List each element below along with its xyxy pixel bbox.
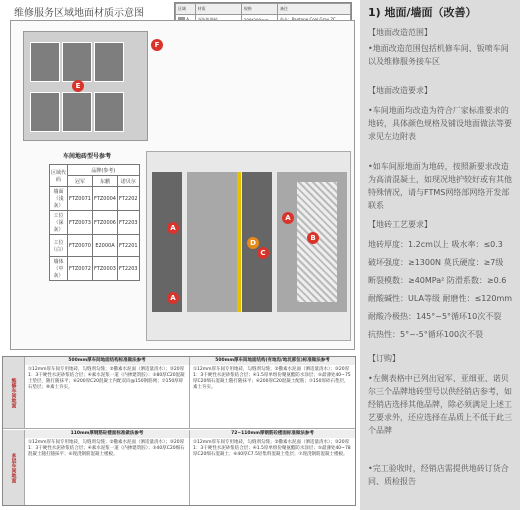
spec-column [190,357,355,428]
parking-stall [30,42,60,82]
aisle [187,172,237,312]
zone-marker-a: A [167,292,179,304]
zone-marker-a: A [282,212,294,224]
ref-cell: FTZ0003 [93,257,118,281]
spec-column-text: ①12mm厚车间专用地砖，勾缝剂勾缝；②撒素水泥面（洒适量清水）；③20厚1：3干硬性水泥砂浆结合层；④1.5厚单组份聚氨酯防水涂层；⑤最薄处40~78厚C20细石混凝土；⑥40厚C7.5轻集料混凝土垫层；⑦现浇钢筋混凝土楼板。 [193,440,351,457]
legend-header-zone: 区域 [176,4,196,15]
section-title: 1) 地面/墙面（改善） [368,6,477,19]
ref-table-title: 车间地砖型号参考 [63,153,112,160]
zone-marker-e: E [72,80,84,92]
ref-header-cell: 东鹏 [93,176,118,187]
ref-cell: FT2203 [118,211,140,235]
tile-ref-table [49,164,140,281]
requirement-item: •左侧表格中已列出冠军、亚细亚、诺贝尔三个品牌地砖型号以供经销店参考，如经销店选择其他品牌，除必须满足上述工艺要求外，还应选择在品质上不低于此三个品牌 [368,374,512,435]
ref-header [50,165,140,176]
ref-cell: E2000A [93,235,118,257]
zone-marker-a: A [167,222,179,234]
ref-cell: FT2202 [118,187,140,211]
yellow-strip [237,172,241,312]
requirement-item: 抗热性：5°~-5°循环100次不裂 [368,330,484,339]
table-row [50,235,140,257]
workshop-zone [146,151,351,341]
ref-cell: 墙面（浅灰） [50,187,68,211]
ref-header-cell: 诺贝尔 [118,176,140,187]
legend-header-note: 备注 [277,4,350,15]
requirement-item: •完工验收时，经销店需提供地砖订货合同、质检报告 [368,464,509,486]
parking-stall [94,92,124,132]
spec-column-title: 72~110mm厚钢筋砼楼面标准做法参考 [190,430,355,438]
requirement-item: •车间地面均改造为符合厂家标准要求的地砖，具体颜色规格及铺设地面做法等要求见左边附表 [368,106,512,141]
requirement-item: 【地面改造范围】 [368,28,432,37]
spec-row-label: 维修车间地面 [3,357,25,428]
requirement-item: 耐酸碱性：ULA等级 耐磨性：≤120mm [368,294,513,303]
zone-marker-f: F [151,39,163,51]
zone-marker-b: B [307,232,319,244]
spec-column-text: ①12mm厚车间专用地砖，勾缝剂勾缝；②撒素水泥面（洒适量清水）；③20厚1：3干硬性水泥砂浆结合层；④素水泥浆一道（内掺建筑胶）；⑤40厚C20细石混凝土随打随抹平；⑥现浇钢筋混凝土楼板。 [28,440,185,457]
spec-column-text: ①12mm厚车间专用地砖，勾缝剂勾缝；②撒素水泥面（洒适量清水）；③20厚1：3干硬性水泥砂浆结合层；④1.5厚单组份聚氨酯防水涂层；⑤最薄处40~75厚C20细石混凝土随打随抹平；⑥200厚C20混凝土配筋；⑦150厚碎石垫层，素土夯实。 [193,367,351,390]
floor-spec-table [2,356,356,506]
ref-cell: FTZ0070 [68,235,93,257]
ref-cell: FT2201 [118,235,140,257]
legend-header-spec: 规格 [241,4,277,15]
ref-cell: FTZ0071 [68,187,93,211]
parking-stall [30,92,60,132]
ref-header-cell: 区域代码 [50,165,68,187]
ref-cell: FTZ0073 [68,211,93,235]
table-row [50,211,140,235]
requirement-item: •地面改造范围包括机修车间、钣喷车间以及维修服务接车区 [368,44,509,66]
ref-cell: 工位（白） [50,235,68,257]
ref-cell: 工位（深灰） [50,211,68,235]
ref-cell: 墙体（中灰） [50,257,68,281]
ref-header-cell: 冠军 [68,176,93,187]
spec-column [25,430,190,505]
parking-stall [94,42,124,82]
requirement-item: 耐酸冷极热：145°~5°循环10次不裂 [368,312,502,321]
ref-header-cell: 品牌(参考) [68,165,140,176]
legend-header-material: 材质 [195,4,241,15]
parking-stall [62,42,92,82]
floor-plan-drawing [10,20,355,350]
requirement-item: 【地砖工艺要求】 [368,220,432,229]
ref-cell: FTZ0072 [68,257,93,281]
spec-column-title: 110mm厚钢筋砼楼面标准做法参考 [25,430,189,438]
zone-marker-d: D [247,237,259,249]
ref-cell: FTZ0006 [93,211,118,235]
spec-column-title: 500mm厚车间地面结构标准做法参考 [25,357,189,365]
requirement-item: •如车间原地面为地砖，按照新要求改造为高清混凝土，如现况地护较好或有其他特殊情况，请与FTMS网络部网络开发部联系 [368,162,512,210]
spec-column [25,357,190,428]
requirements-panel [360,0,520,510]
work-bay [152,172,182,312]
ref-cell: FT2203 [118,257,140,281]
spec-column [190,430,355,505]
legend-header [176,4,351,15]
requirement-item: 破坏强度：≥1300N 莫氏硬度：≥7级 [368,258,504,267]
parking-zone [23,31,148,141]
spec-column-text: ①12mm厚车间专用地砖，勾缝剂勾缝；②撒素水泥面（洒适量清水）；③20厚1：3干硬性水泥砂浆结合层；④素水泥浆一道（内掺建筑胶）；⑤80厚C20混凝土垫层，随打随抹平；⑥200厚C20混凝土内配双向@150钢筋网；⑦150厚碎石垫层；⑧素土夯实。 [28,367,185,390]
table-row [50,187,140,211]
requirement-item: 【地面改造要求】 [368,86,432,95]
ref-cell: FTZ0004 [93,187,118,211]
table-row [50,257,140,281]
requirement-item: 断裂模数：≥40MPa² 防滑系数：≥0.6 [368,276,507,285]
zone-marker-c: C [257,247,269,259]
parking-stall [62,92,92,132]
requirement-item: 地砖厚度：1.2cm以上 吸水率：≤0.3 [368,240,503,249]
spec-column-title: 500mm厚车间地面结构(有地沟/地坑部位)标准做法参考 [190,357,355,365]
requirement-item: 【订购】 [368,354,400,363]
spec-row-workshop [3,357,355,429]
spec-row-multilevel [3,430,355,505]
spec-row-label: 多层车间地面 [3,430,25,505]
plan-title: 维修服务区域地面材质示意图 [14,8,144,19]
